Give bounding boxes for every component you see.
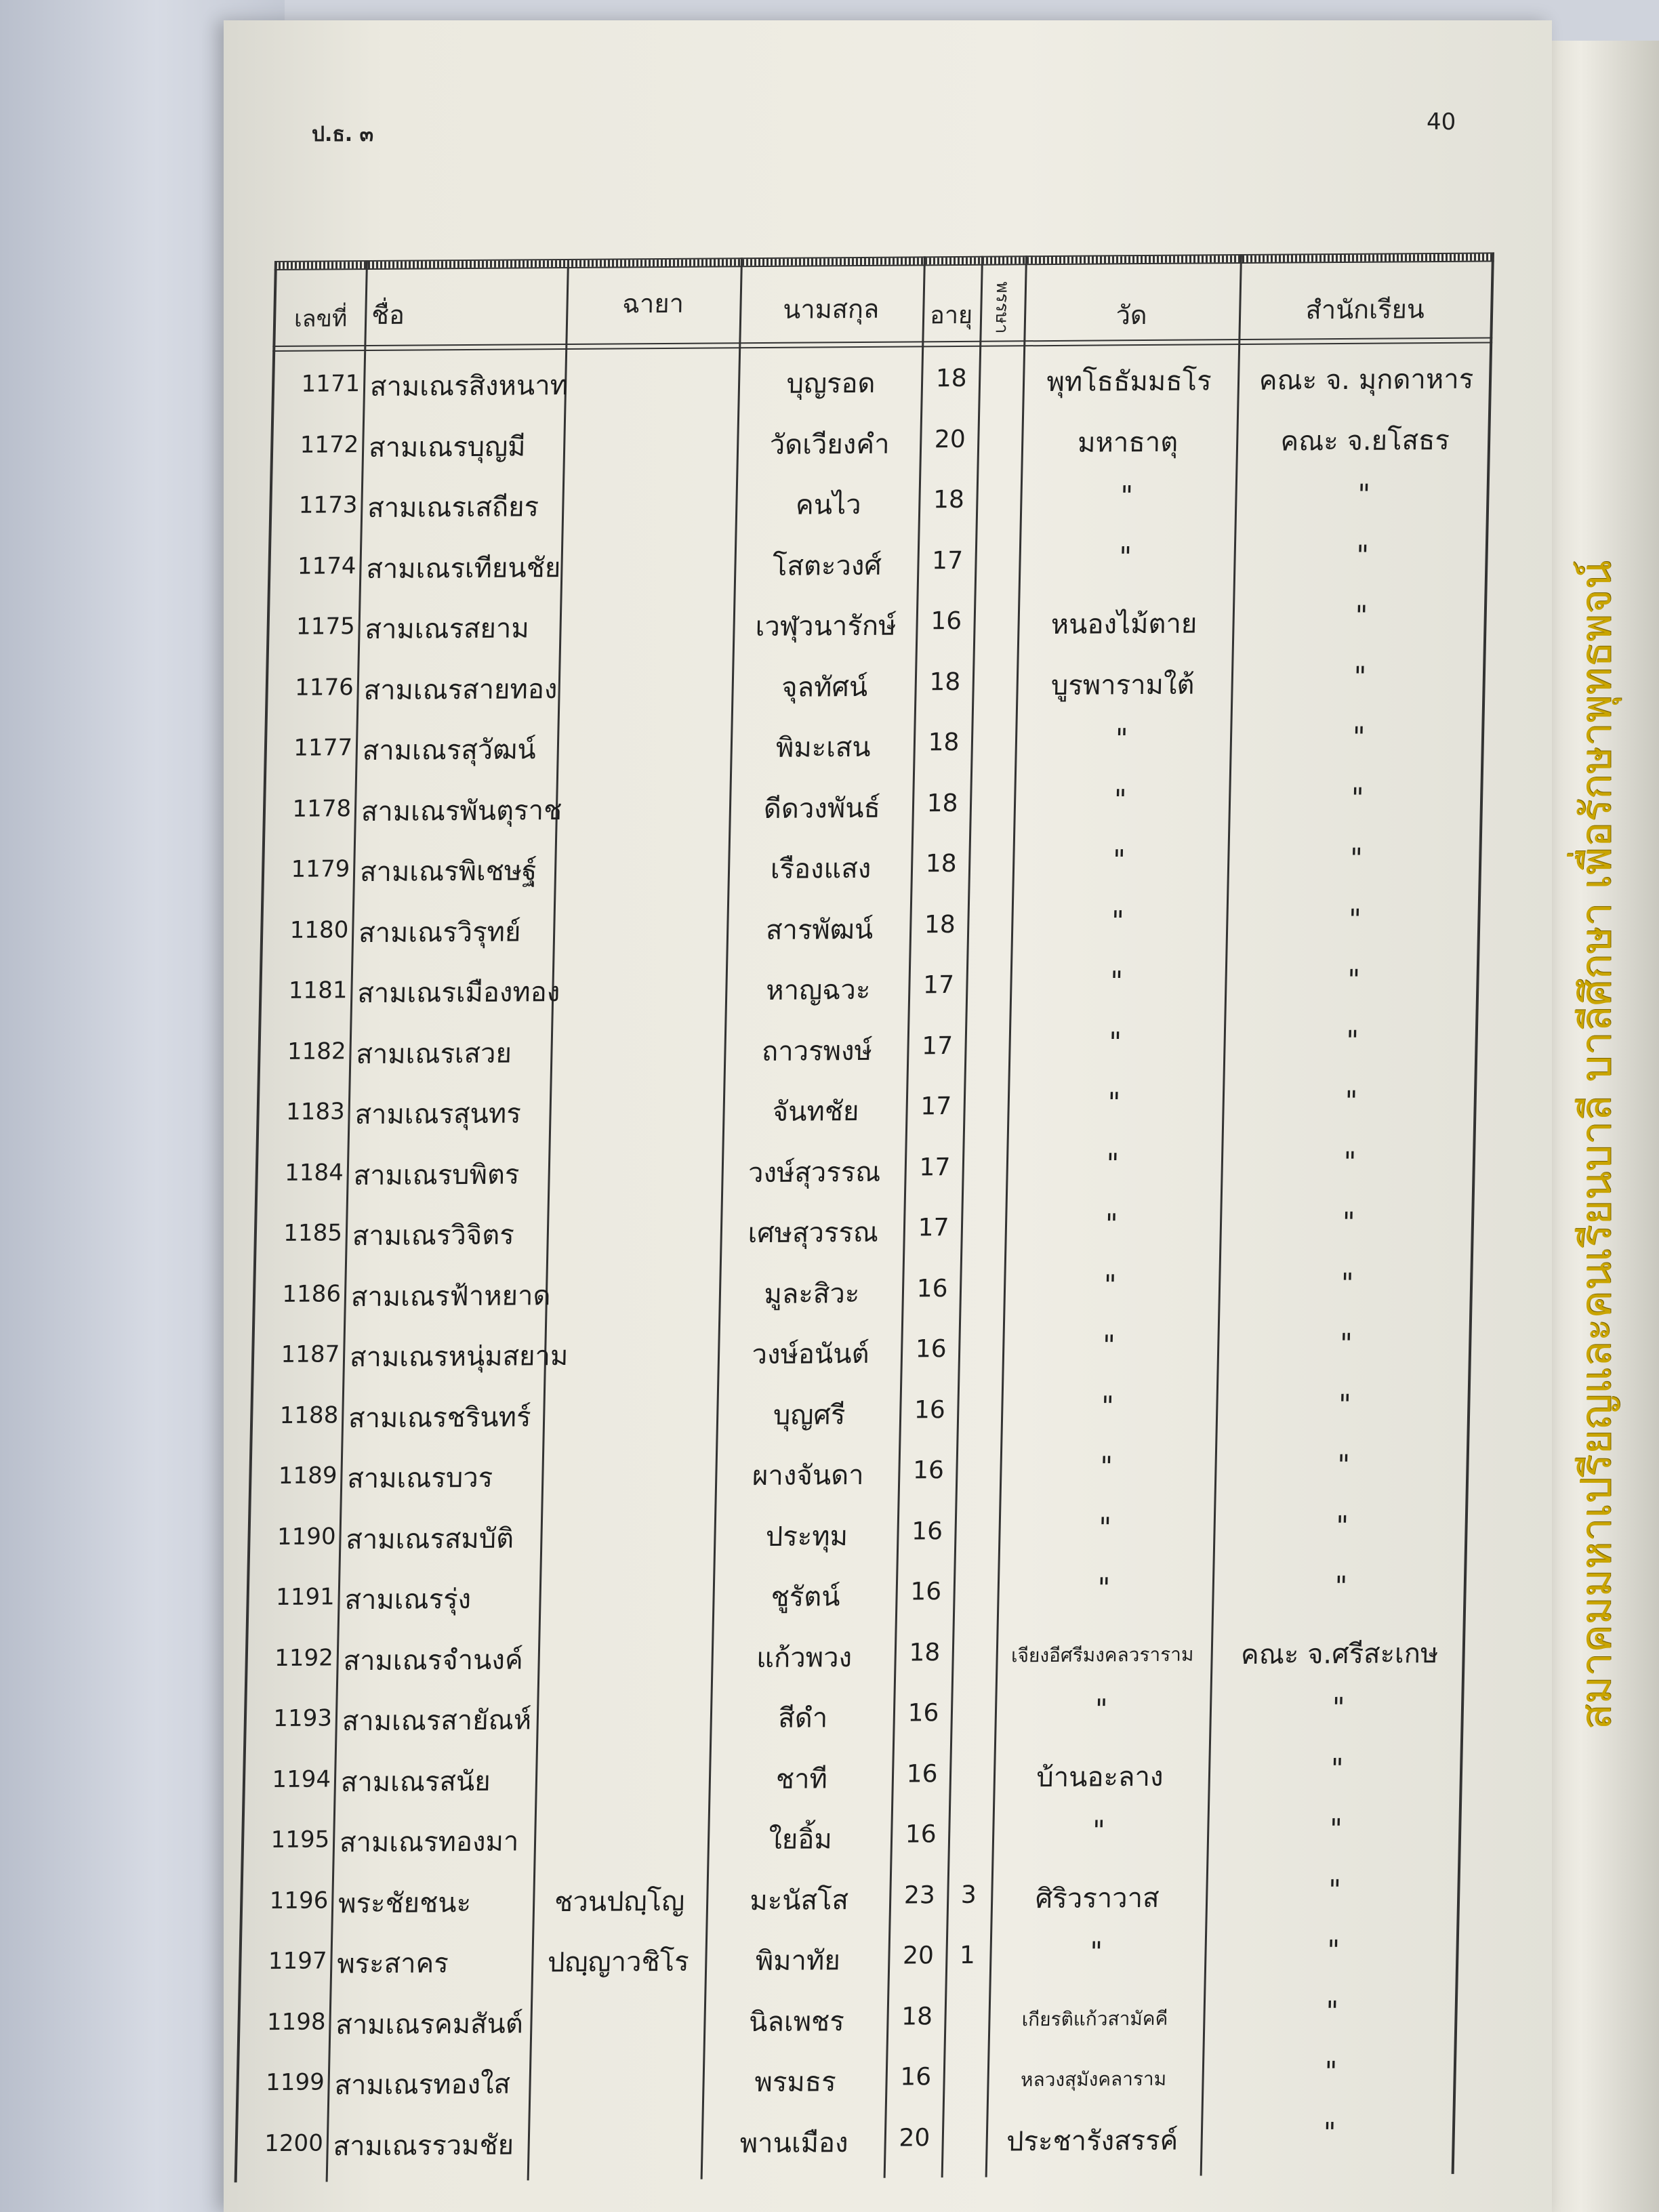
row-name: สามเณรเสถียร — [367, 491, 539, 525]
row-school: " — [1332, 1692, 1345, 1724]
row-age: 20 — [899, 2123, 930, 2152]
row-number: 1180 — [289, 916, 349, 944]
row-name: สามเณรบุญมี — [368, 430, 527, 464]
row-number: 1186 — [282, 1279, 342, 1308]
row-number: 1178 — [292, 794, 352, 823]
row-temple: " — [1099, 1451, 1113, 1483]
row-vassa: 3 — [960, 1881, 977, 1909]
page-number: 40 — [1427, 108, 1456, 136]
header-name: ชื่อ — [371, 300, 405, 331]
row-surname: ประทุม — [765, 1520, 848, 1553]
row-age: 16 — [905, 1820, 937, 1849]
row-ordination-name — [559, 908, 722, 909]
row-age: 18 — [933, 485, 965, 514]
row-surname: ถาวรพงษ์ — [761, 1035, 873, 1067]
row-name: สามเณรสิงหนาท — [369, 369, 569, 403]
row-surname: เศษสุวรรณ — [747, 1216, 879, 1250]
row-surname: พิมาทัย — [755, 1945, 841, 1978]
watermark-text: สมาคมมหาเปรียญและคนเรียนบาลี บาลีศึกษา เพื่อรักษาพุทธพจน์ — [1571, 560, 1620, 1730]
row-name: สามเณรคมสันต์ — [335, 2007, 524, 2041]
table-row — [238, 1925, 1459, 1994]
row-ordination-name — [569, 423, 732, 424]
row-temple: " — [1109, 966, 1124, 998]
row-name: สามเณรจำนงค์ — [343, 1643, 524, 1677]
row-age: 16 — [914, 1395, 946, 1424]
row-school: " — [1329, 1813, 1343, 1845]
row-name: สามเณรทองใส — [334, 2068, 511, 2102]
table-row — [243, 1682, 1465, 1752]
table-row — [268, 468, 1490, 538]
row-temple: " — [1108, 1026, 1122, 1058]
row-ordination-name — [545, 1576, 708, 1577]
row-temple: บูรพารามใต้ — [1050, 669, 1195, 701]
row-age: 17 — [918, 1214, 949, 1242]
row-age: 17 — [922, 970, 955, 1000]
row-number: 1198 — [266, 2007, 326, 2036]
row-temple: บ้านอะลาง — [1036, 1761, 1164, 1793]
row-number: 1185 — [283, 1219, 343, 1247]
row-number: 1200 — [264, 2129, 324, 2157]
row-school: " — [1340, 1267, 1354, 1299]
page-code: ป.ธ. ๓ — [312, 123, 374, 146]
row-name: พระชัยชนะ — [337, 1887, 472, 1919]
row-ordination-name — [553, 1211, 716, 1212]
row-school: " — [1355, 539, 1370, 571]
header-temple: วัด — [1115, 300, 1148, 331]
row-surname: ชูรัตน์ — [771, 1581, 841, 1613]
row-surname: บุญรอด — [786, 367, 876, 400]
row-temple: " — [1101, 1390, 1115, 1422]
row-name: สามเณรฟ้าหยาด — [350, 1279, 551, 1313]
row-ordination-name — [565, 605, 728, 606]
row-surname: มะนัสโส — [749, 1884, 849, 1917]
header-ordination-name: ฉายา — [621, 288, 684, 319]
row-age: 17 — [931, 546, 964, 575]
row-name: สามเณรวิจิตร — [352, 1219, 515, 1252]
row-vassa: 1 — [959, 1941, 976, 1969]
table-row — [266, 590, 1488, 660]
row-age: 16 — [915, 1335, 947, 1364]
row-number: 1193 — [272, 1704, 333, 1733]
row-number: 1175 — [295, 613, 356, 640]
table-row — [262, 772, 1483, 842]
row-ordination-name — [562, 787, 724, 788]
row-name: สามเณรสายทอง — [363, 673, 558, 706]
row-name: สามเณรเสวย — [355, 1038, 512, 1070]
row-temple: " — [1115, 723, 1128, 755]
row-ordination-name — [549, 1393, 712, 1395]
row-age: 16 — [911, 1517, 943, 1545]
table-row — [237, 1985, 1458, 2055]
table-row — [236, 2046, 1457, 2116]
row-surname: มูละสิวะ — [764, 1277, 860, 1310]
row-age: 16 — [907, 1699, 939, 1727]
row-number: 1191 — [275, 1583, 335, 1611]
row-ordination-name — [546, 1515, 709, 1516]
row-surname: สีดำ — [777, 1702, 828, 1734]
header-age: อายุ — [929, 301, 973, 330]
table-row — [247, 1500, 1469, 1570]
row-school: " — [1348, 903, 1362, 935]
row-name: สามเณรหนุ่มสยาม — [349, 1340, 569, 1374]
table-row — [251, 1318, 1472, 1388]
row-surname: เรืองแสง — [770, 853, 872, 885]
row-ordination-name — [548, 1454, 710, 1456]
table-row — [258, 1015, 1479, 1084]
row-name: สามเณรสุนทร — [354, 1098, 522, 1131]
row-school: " — [1334, 1570, 1348, 1603]
row-school: " — [1357, 478, 1371, 510]
row-ordination-name — [533, 2121, 696, 2123]
row-name: สามเณรทองมา — [339, 1826, 519, 1859]
row-number: 1192 — [274, 1643, 334, 1672]
table-row — [260, 893, 1481, 963]
row-school: " — [1326, 1935, 1340, 1967]
row-age: 18 — [924, 910, 956, 939]
row-school: คณะ จ.ยโสธร — [1279, 424, 1450, 457]
row-school: " — [1338, 1389, 1352, 1420]
row-number: 1196 — [269, 1886, 329, 1914]
row-number: 1183 — [285, 1098, 346, 1126]
row-school: " — [1345, 1085, 1358, 1117]
table-row — [246, 1561, 1467, 1631]
table-row — [258, 954, 1479, 1024]
row-age: 16 — [909, 1578, 942, 1606]
row-name: สามเณรเทียนชัย — [365, 552, 561, 585]
table-row — [255, 1136, 1476, 1206]
row-temple: " — [1102, 1330, 1115, 1361]
row-ordination-name — [558, 968, 720, 970]
row-temple: " — [1106, 1147, 1120, 1179]
row-surname: โสตะวงศ์ — [772, 550, 882, 582]
row-surname: ใยอิ้ม — [768, 1824, 833, 1856]
row-number: 1174 — [297, 552, 356, 580]
row-school: " — [1355, 600, 1368, 632]
row-school: " — [1339, 1328, 1353, 1360]
row-school: " — [1335, 1510, 1349, 1542]
row-surname: ดีดวงพันธ์ — [763, 792, 881, 825]
row-name: สามเณรพิเชษฐ์ — [359, 855, 537, 888]
row-age: 16 — [906, 1759, 938, 1788]
row-temple: พุทโธธัมมธโร — [1046, 365, 1212, 398]
row-age: 16 — [899, 2063, 932, 2091]
row-ordination-name — [554, 1151, 716, 1152]
row-age: 18 — [929, 668, 961, 696]
table-row — [256, 1076, 1477, 1145]
row-ordination-name: ชวนปญฺโญ — [554, 1885, 685, 1918]
row-number: 1177 — [293, 734, 353, 762]
row-temple: มหาธาตุ — [1077, 426, 1179, 459]
row-surname: พานเมือง — [739, 2127, 849, 2159]
row-ordination-name — [560, 847, 723, 848]
row-school: " — [1343, 1146, 1357, 1178]
table-row — [242, 1742, 1463, 1812]
row-age: 18 — [935, 364, 968, 393]
row-number: 1188 — [279, 1401, 339, 1429]
row-age: 17 — [920, 1092, 952, 1121]
row-surname: วงษ์อนันต์ — [752, 1338, 870, 1371]
row-temple: หนองไม้ตาย — [1050, 608, 1197, 641]
row-temple: " — [1107, 1087, 1121, 1119]
row-school: " — [1352, 721, 1366, 753]
row-surname: ผางจันดา — [752, 1459, 865, 1492]
row-number: 1194 — [272, 1765, 331, 1793]
row-school: คณะ จ. มุกดาหาร — [1258, 363, 1474, 396]
table-row — [268, 529, 1489, 599]
row-temple: " — [1112, 844, 1126, 876]
row-school: " — [1330, 1753, 1344, 1784]
row-surname: พิมะเสน — [775, 731, 872, 764]
row-surname: แก้วพวง — [756, 1641, 853, 1674]
row-name: สามเณรชรินทร์ — [348, 1401, 532, 1434]
row-name: สามเณรสมบัติ — [345, 1523, 514, 1555]
row-surname: นิลเพชร — [748, 2005, 845, 2038]
row-number: 1172 — [300, 430, 359, 459]
row-ordination-name — [571, 362, 733, 363]
row-age: 20 — [902, 1942, 935, 1970]
row-age: 16 — [916, 1274, 948, 1303]
row-name: สามเณรรุ่ง — [344, 1583, 472, 1616]
row-number: 1187 — [281, 1340, 340, 1368]
row-name: สามเณรบวร — [346, 1462, 493, 1495]
row-ordination-name — [555, 1090, 718, 1091]
table-row — [234, 2106, 1456, 2176]
row-surname: คนไว — [795, 489, 862, 521]
row-name: พระสาคร — [336, 1948, 449, 1980]
row-surname: หาญฉวะ — [765, 974, 871, 1006]
table-row — [264, 712, 1485, 781]
row-age: 17 — [919, 1153, 951, 1181]
table-row — [249, 1378, 1471, 1448]
header-school: สำนักเรียน — [1305, 294, 1425, 325]
row-school: " — [1345, 1025, 1359, 1057]
row-temple: " — [1105, 1208, 1118, 1240]
table-row — [241, 1803, 1462, 1873]
row-name: สามเณรสยาม — [365, 613, 530, 646]
row-school: " — [1342, 1206, 1355, 1239]
row-surname: วัดเวียงคำ — [769, 428, 890, 461]
table-row — [253, 1197, 1475, 1267]
row-temple: " — [1120, 480, 1134, 512]
row-ordination-name: ปญฺญาวชิโร — [547, 1946, 690, 1979]
row-age: 18 — [901, 2002, 933, 2031]
row-temple: " — [1098, 1511, 1112, 1544]
table-row — [239, 1864, 1460, 1933]
table-row — [261, 833, 1482, 903]
row-age: 18 — [925, 849, 958, 878]
row-name: สามเณรบพิตร — [353, 1158, 520, 1191]
row-temple: " — [1113, 783, 1127, 815]
row-temple: " — [1103, 1269, 1117, 1300]
row-age: 18 — [926, 789, 958, 817]
row-age: 16 — [912, 1456, 945, 1485]
row-school: " — [1347, 964, 1361, 996]
row-school: " — [1328, 1874, 1342, 1906]
row-number: 1171 — [301, 370, 361, 398]
row-age: 18 — [909, 1638, 941, 1666]
row-number: 1195 — [270, 1826, 330, 1854]
row-number: 1190 — [276, 1522, 336, 1551]
row-age: 20 — [934, 425, 966, 453]
table-row — [265, 651, 1486, 720]
row-number: 1173 — [298, 491, 358, 519]
row-number: 1184 — [284, 1158, 344, 1187]
row-surname: จันทชัย — [772, 1095, 859, 1128]
row-ordination-name — [544, 1636, 706, 1637]
row-temple: " — [1092, 1815, 1105, 1847]
row-number: 1199 — [265, 2068, 325, 2097]
row-name: สามเณรเมืองทอง — [356, 977, 560, 1010]
row-temple: เจียงอีศรีมงคลวราราม — [1010, 1643, 1194, 1666]
table-row — [252, 1257, 1473, 1327]
register-table — [234, 252, 1494, 2182]
row-school: " — [1324, 2056, 1338, 2088]
row-name: สามเณรสนัย — [340, 1765, 491, 1798]
row-temple: เกียรติแก้วสามัคคี — [1021, 2007, 1168, 2030]
row-temple: " — [1094, 1694, 1108, 1725]
row-name: สามเณรสุวัฒน์ — [362, 734, 537, 767]
row-surname: จุลทัศน์ — [781, 671, 868, 703]
row-surname: ชาที — [775, 1763, 828, 1795]
row-temple: ประชารังสรรค์ — [1006, 2125, 1179, 2157]
row-name: สามเณรรวมชัย — [333, 2129, 514, 2162]
row-age: 17 — [921, 1031, 954, 1060]
header-surname: นามสกุล — [782, 293, 880, 325]
row-surname: สารพัฒน์ — [765, 914, 874, 946]
row-ordination-name — [541, 1757, 704, 1759]
row-surname: พรมธร — [754, 2066, 837, 2099]
row-temple: ศิริวราวาส — [1035, 1882, 1160, 1914]
row-ordination-name — [543, 1697, 705, 1698]
row-school: " — [1351, 782, 1364, 814]
row-temple: หลวงสุมังคลาราม — [1020, 2067, 1167, 2091]
header-number: เลขที่ — [293, 305, 348, 333]
row-ordination-name — [556, 1029, 719, 1031]
row-school: คณะ จ.ศรีสะเกษ — [1240, 1637, 1439, 1671]
row-surname: เวฬุวนารักษ์ — [755, 610, 897, 643]
row-school: " — [1325, 1995, 1339, 2027]
table-row — [245, 1621, 1466, 1691]
row-name: สามเณรวิรุทย์ — [358, 916, 521, 949]
row-age: 16 — [930, 607, 962, 636]
row-school: " — [1353, 661, 1367, 693]
row-surname: วงษ์สุวรรณ — [747, 1156, 881, 1189]
row-temple: " — [1097, 1572, 1111, 1604]
row-number: 1181 — [288, 977, 348, 1004]
row-age: 23 — [903, 1881, 936, 1910]
row-surname: บุญศรี — [773, 1399, 846, 1431]
row-name: สามเณรพันตุราช — [361, 794, 562, 827]
row-school: " — [1349, 842, 1363, 874]
row-ordination-name — [568, 483, 731, 485]
header-vassa: พรรษา — [991, 281, 1013, 334]
row-temple: " — [1111, 905, 1125, 937]
row-number: 1179 — [291, 855, 350, 883]
row-number: 1182 — [287, 1037, 346, 1065]
table-row — [248, 1439, 1469, 1509]
row-school: " — [1336, 1449, 1351, 1481]
row-ordination-name — [536, 2000, 699, 2001]
row-temple: " — [1089, 1936, 1103, 1968]
row-ordination-name — [563, 726, 726, 727]
row-name: สามเณรสายัณห์ — [342, 1704, 532, 1738]
row-temple: " — [1118, 541, 1132, 573]
row-number: 1176 — [294, 673, 354, 701]
row-ordination-name — [535, 2061, 697, 2062]
table-row — [271, 347, 1492, 417]
row-age: 18 — [928, 728, 960, 757]
row-number: 1189 — [278, 1462, 337, 1490]
table-row — [270, 408, 1491, 478]
row-ordination-name — [564, 665, 726, 667]
row-ordination-name — [550, 1332, 713, 1334]
row-number: 1197 — [268, 1947, 327, 1975]
row-school: " — [1323, 2116, 1336, 2148]
row-ordination-name — [540, 1818, 703, 1820]
row-ordination-name — [567, 544, 729, 546]
row-ordination-name — [552, 1272, 714, 1273]
